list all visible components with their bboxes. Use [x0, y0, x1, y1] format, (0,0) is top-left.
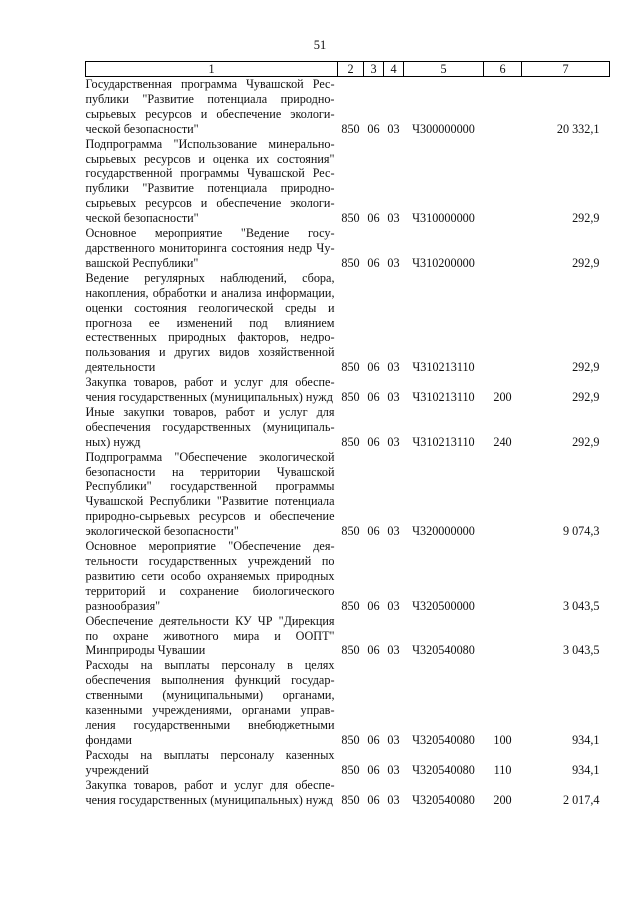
row-name: Закупка товаров, работ и услуг для обеспечения государственных (муниципальных) нужд	[85, 777, 335, 807]
row-target-code: Ч320540080	[412, 792, 475, 807]
table-row	[86, 539, 610, 614]
row-section-code: 06	[367, 255, 380, 270]
row-ministry-code: 850	[341, 732, 360, 747]
table-body	[86, 77, 610, 808]
row-expense-type-code	[484, 271, 522, 375]
table-row	[86, 405, 610, 450]
table-row	[86, 614, 610, 659]
row-ministry-code: 850	[341, 211, 360, 226]
table-row	[86, 137, 610, 226]
row-amount: 2 017,4	[562, 792, 600, 807]
row-name: Государственная программа Чувашской Республики "Развитие потенциала природно-сырьевых ресурсов и обеспечение экологической безопасности"	[85, 77, 335, 136]
row-name: Подпрограмма "Обеспечение экологической безопасности на территории Чувашской Республики" государственной программы Чувашской Республики "Развитие потенциала природно-сырьевых ресурсов и обеспечение экологической безопасности"	[85, 449, 335, 539]
row-expense-type-code: 200	[493, 390, 512, 405]
row-name: Расходы на выплаты персоналу в целях обеспечения выполнения функций государственными (муниципальными) органами, казенными учреждениями, органами управления государственными внебюджетными фондами	[85, 658, 335, 747]
row-amount: 934,1	[572, 732, 600, 747]
table-row	[86, 375, 610, 405]
row-ministry-code: 850	[341, 643, 360, 658]
row-subsection-code: 03	[387, 732, 400, 747]
column-header-ministry: 2	[338, 62, 364, 77]
row-name: Обеспечение деятельности КУ ЧР "Дирекция по охране животного мира и ООПТ" Минприроды Чувашии	[85, 613, 335, 658]
row-subsection-code: 03	[387, 643, 400, 658]
row-amount: 292,9	[572, 360, 600, 375]
row-ministry-code: 850	[341, 255, 360, 270]
row-expense-type-code	[484, 539, 522, 614]
row-ministry-code: 850	[341, 762, 360, 777]
row-target-code: Ч310213110	[412, 434, 475, 449]
row-amount: 9 074,3	[562, 524, 600, 539]
row-subsection-code: 03	[387, 211, 400, 226]
row-expense-type-code: 240	[493, 434, 512, 449]
row-amount: 292,9	[572, 211, 600, 226]
row-target-code: Ч320000000	[412, 524, 475, 539]
table-row	[86, 271, 610, 375]
row-target-code: Ч320540080	[412, 762, 475, 777]
page-number: 51	[313, 38, 327, 52]
column-header-target: 5	[404, 62, 484, 77]
row-expense-type-code	[484, 450, 522, 539]
row-amount: 292,9	[572, 390, 600, 405]
row-expense-type-code: 100	[493, 732, 512, 747]
row-amount: 292,9	[572, 434, 600, 449]
row-section-code: 06	[367, 211, 380, 226]
table-row	[86, 77, 610, 137]
row-section-code: 06	[367, 598, 380, 613]
row-name: Основное мероприятие "Обеспечение деятельности государственных учреждений по развитию сети особо охраняемых природных территорий и сохранение биологического разнообразия"	[85, 539, 335, 613]
row-target-code: Ч320540080	[412, 643, 475, 658]
table-row	[86, 226, 610, 271]
row-subsection-code: 03	[387, 121, 400, 136]
row-amount: 3 043,5	[562, 643, 600, 658]
row-expense-type-code: 110	[493, 762, 512, 777]
row-subsection-code: 03	[387, 255, 400, 270]
row-name: Основное мероприятие "Ведение государственного мониторинга состояния недр Чувашской Республики"	[85, 226, 335, 270]
row-target-code: Ч310213110	[412, 360, 475, 375]
table-row	[86, 658, 610, 747]
row-amount: 3 043,5	[562, 598, 600, 613]
row-section-code: 06	[367, 121, 380, 136]
row-section-code: 06	[367, 390, 380, 405]
row-target-code: Ч320540080	[412, 732, 475, 747]
row-subsection-code: 03	[387, 360, 400, 375]
row-section-code: 06	[367, 762, 380, 777]
row-amount: 292,9	[572, 255, 600, 270]
row-subsection-code: 03	[387, 792, 400, 807]
row-ministry-code: 850	[341, 598, 360, 613]
row-section-code: 06	[367, 524, 380, 539]
row-section-code: 06	[367, 360, 380, 375]
row-subsection-code: 03	[387, 390, 400, 405]
row-subsection-code: 03	[387, 762, 400, 777]
row-amount: 20 332,1	[556, 121, 600, 136]
table-header-row	[86, 62, 610, 77]
row-section-code: 06	[367, 434, 380, 449]
row-ministry-code: 850	[341, 360, 360, 375]
row-name: Ведение регулярных наблюдений, сбора, накопления, обработки и анализа информации, оценки состояния геологической среды и прогноза ее изменений под влиянием естественных природных факторов, недропользования и других видов хозяйственной деятельности	[85, 270, 335, 375]
column-header-section: 3	[364, 62, 384, 77]
table-row	[86, 748, 610, 778]
column-header-name: 1	[86, 62, 338, 77]
column-header-subsection: 4	[384, 62, 404, 77]
column-header-amount: 7	[522, 62, 610, 77]
row-expense-type-code	[484, 77, 522, 137]
row-target-code: Ч310200000	[412, 255, 475, 270]
row-section-code: 06	[367, 643, 380, 658]
row-section-code: 06	[367, 792, 380, 807]
table-row	[86, 778, 610, 808]
row-ministry-code: 850	[341, 524, 360, 539]
row-ministry-code: 850	[341, 121, 360, 136]
row-name: Закупка товаров, работ и услуг для обеспечения государственных (муниципальных) нужд	[85, 375, 335, 405]
row-amount: 934,1	[572, 762, 600, 777]
row-expense-type-code	[484, 137, 522, 226]
row-subsection-code: 03	[387, 434, 400, 449]
row-ministry-code: 850	[341, 434, 360, 449]
row-target-code: Ч310213110	[412, 390, 475, 405]
row-name: Расходы на выплаты персоналу казенных учреждений	[85, 747, 335, 777]
row-ministry-code: 850	[341, 792, 360, 807]
row-section-code: 06	[367, 732, 380, 747]
row-expense-type-code	[484, 614, 522, 659]
row-target-code: Ч320500000	[412, 598, 475, 613]
row-target-code: Ч300000000	[412, 121, 475, 136]
column-header-expense-type: 6	[484, 62, 522, 77]
row-target-code: Ч310000000	[412, 211, 475, 226]
budget-table	[85, 61, 610, 807]
row-ministry-code: 850	[341, 390, 360, 405]
row-expense-type-code: 200	[493, 792, 512, 807]
row-name: Подпрограмма "Использование минерально-сырьевых ресурсов и оценка их состояния" государственной программы Чувашской Республики "Развитие потенциала природно-сырьевых ресурсов и обеспечение экологической безопасности"	[85, 136, 335, 226]
row-subsection-code: 03	[387, 524, 400, 539]
row-name: Иные закупки товаров, работ и услуг для обеспечения государственных (муниципальных) нужд	[85, 404, 335, 449]
row-subsection-code: 03	[387, 598, 400, 613]
table-row	[86, 450, 610, 539]
row-expense-type-code	[484, 226, 522, 271]
